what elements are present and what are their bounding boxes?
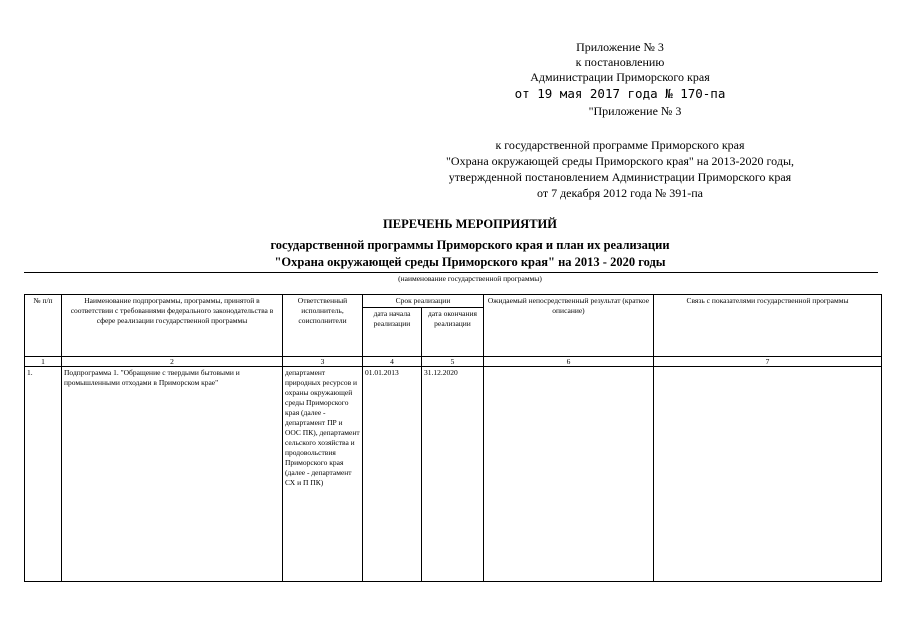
column-number: 2 (62, 357, 283, 367)
row-name: Подпрограмма 1. "Обращение с твердыми бытовыми и промышленными отходами в Приморском крае" (62, 367, 283, 582)
program-reference (420, 137, 820, 201)
administration-name: Администрации Приморского края (530, 70, 710, 84)
col-header-name: Наименование подпрограммы, программы, принятой в соответствии с требованиями федерального законодательства в сфере реализации государственной программы (62, 295, 283, 357)
measures-table (24, 294, 882, 582)
column-number: 5 (422, 357, 484, 367)
col-header-start: дата начала реализации (363, 308, 422, 357)
appendix-quote: "Приложение № 3 (588, 104, 682, 118)
column-number: 4 (363, 357, 422, 367)
program-line: от 7 декабря 2012 года № 391-па (536, 186, 704, 200)
table-row (25, 367, 882, 582)
program-line: к государственной программе Приморского края (495, 138, 745, 152)
col-header-end: дата окончания реализации (422, 308, 484, 357)
row-num: 1. (25, 367, 62, 582)
resolution-ref: к постановлению (575, 55, 665, 69)
col-header-num: № п/п (25, 295, 62, 357)
program-line: "Охрана окружающей среды Приморского края" на 2013-2020 годы, (446, 154, 794, 168)
column-number: 1 (25, 357, 62, 367)
col-header-executor: Ответственный исполнитель, соисполнители (283, 295, 363, 357)
row-executor: департамент природных ресурсов и охраны окружающей среды Приморского края (далее - департамент ПР и ООС ПК), департамент сельского хозяйства и продовольствия Приморского края (далее - департамент СХ и П ПК) (283, 367, 363, 582)
program-name: "Охрана окружающей среды Приморского края" на 2013 - 2020 годы (274, 255, 666, 269)
column-number: 7 (654, 357, 882, 367)
header-row (25, 295, 882, 308)
col-header-period: Срок реализации (363, 295, 484, 308)
title-underline (24, 272, 878, 273)
program-line: утвержденной постановлением Администрации Приморского края (448, 170, 792, 184)
column-number: 6 (484, 357, 654, 367)
appendix-title: Приложение № 3 (576, 40, 664, 54)
row-link (654, 367, 882, 582)
row-start-date: 01.01.2013 (363, 367, 422, 582)
row-result (484, 367, 654, 582)
document-subtitle: государственной программы Приморского края и план их реализации (270, 238, 670, 252)
col-header-result: Ожидаемый непосредственный результат (краткое описание) (484, 295, 654, 357)
resolution-date-stamp: от 19 мая 2017 года № 170-па (514, 86, 726, 101)
document-title: ПЕРЕЧЕНЬ МЕРОПРИЯТИЙ (383, 217, 557, 231)
column-number-row (25, 357, 882, 367)
column-number: 3 (283, 357, 363, 367)
col-header-link: Связь с показателями государственной программы (654, 295, 882, 357)
program-name-caption: (наименование государственной программы) (398, 274, 542, 283)
appendix-header (470, 40, 770, 119)
row-end-date: 31.12.2020 (422, 367, 484, 582)
